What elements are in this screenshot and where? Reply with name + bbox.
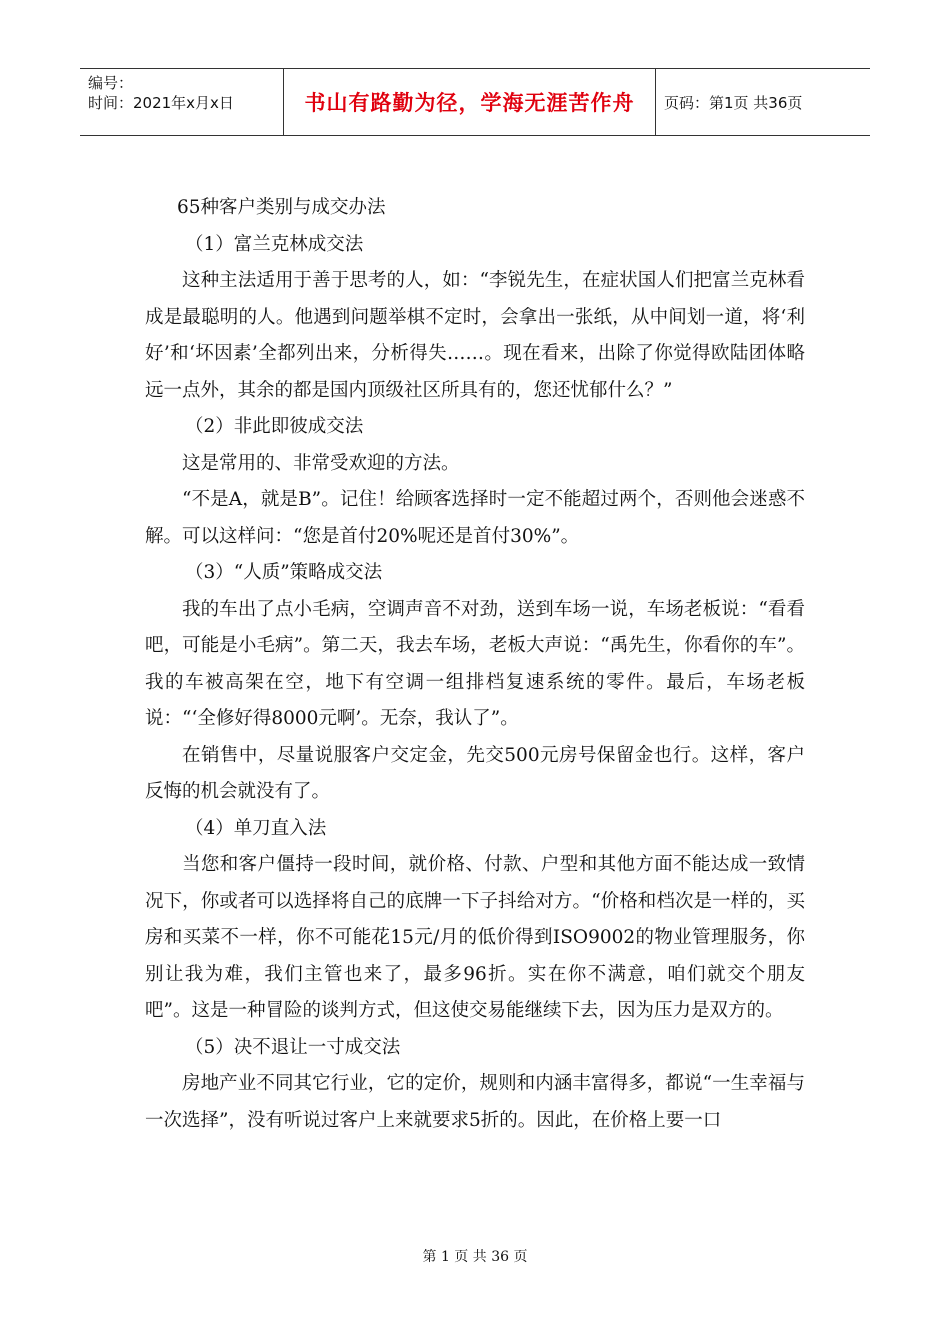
header-motto: 书山有路勤为径，学海无涯苦作舟 <box>304 91 635 115</box>
page-footer: 第 1 页 共 36 页 <box>422 1249 528 1265</box>
paragraph: 当您和客户僵持一段时间，就价格、付款、户型和其他方面不能达成一致情况下，你或者可以选择将自己的底牌一下子抖给对方。“价格和档次是一样的，买房和买菜不一样，你不可能花15元/月的低价得到ISO9002的物业管理服务，你别让我为难，我们主管也来了，最多96折。实在你不满意，咱们就交个朋友吧”。这是一种冒险的谈判方式，但这使交易能继续下去，因为压力是双方的。 <box>145 854 805 1021</box>
document-title: 65种客户类别与成交办法 <box>177 197 386 218</box>
section-heading-5: （5）决不退让一寸成交法 <box>185 1036 401 1058</box>
paragraph: 在销售中，尽量说服客户交定金，先交500元房号保留金也行。这样，客户反悔的机会就没有了。 <box>145 744 805 802</box>
page-header <box>80 68 870 136</box>
header-meta <box>80 69 283 135</box>
document-number: 编号： <box>88 74 134 92</box>
header-page-info: 页码：第1页 共36页 <box>664 93 803 112</box>
paragraph: 这是常用的、非常受欢迎的方法。 <box>182 452 460 474</box>
paragraph: 这种主法适用于善于思考的人，如：“李锐先生，在症状国人们把富兰克林看成是最聪明的人。他遇到问题举棋不定时，会拿出一张纸，从中间划一道，将‘利好’和‘坏因素’全都列出来，分析得失……。现在看来，出除了你觉得欧陆团体略远一点外，其余的都是国内顶级社区所具有的，您还忧郁什么？” <box>145 270 805 401</box>
section-heading-1: （1）富兰克林成交法 <box>185 233 364 255</box>
header-motto-cell <box>283 69 656 135</box>
paragraph: 我的车出了点小毛病，空调声音不对劲，送到车场一说，车场老板说：“看看吧，可能是小毛病”。第二天，我去车场，老板大声说：“禹先生，你看你的车”。我的车被高架在空，地下有空调一组排档复速系统的零件。最后，车场老板说：“‘全修好得8000元啊’。无奈，我认了”。 <box>145 598 805 729</box>
section-heading-3: （3）“人质”策略成交法 <box>185 562 383 583</box>
document-body <box>145 190 805 1139</box>
paragraph: “不是A，就是B”。记住！给顾客选择时一定不能超过两个，否则他会迷惑不解。可以这样问：“您是首付20%呢还是首付30%”。 <box>145 489 805 547</box>
document-date: 时间：2021年x月x日 <box>88 94 234 112</box>
section-heading-4: （4）单刀直入法 <box>185 817 327 839</box>
section-heading-2: （2）非此即彼成交法 <box>185 416 364 437</box>
paragraph: 房地产业不同其它行业，它的定价，规则和内涵丰富得多，都说“一生幸福与一次选择”，没有听说过客户上来就要求5折的。因此，在价格上要一口 <box>145 1073 805 1131</box>
